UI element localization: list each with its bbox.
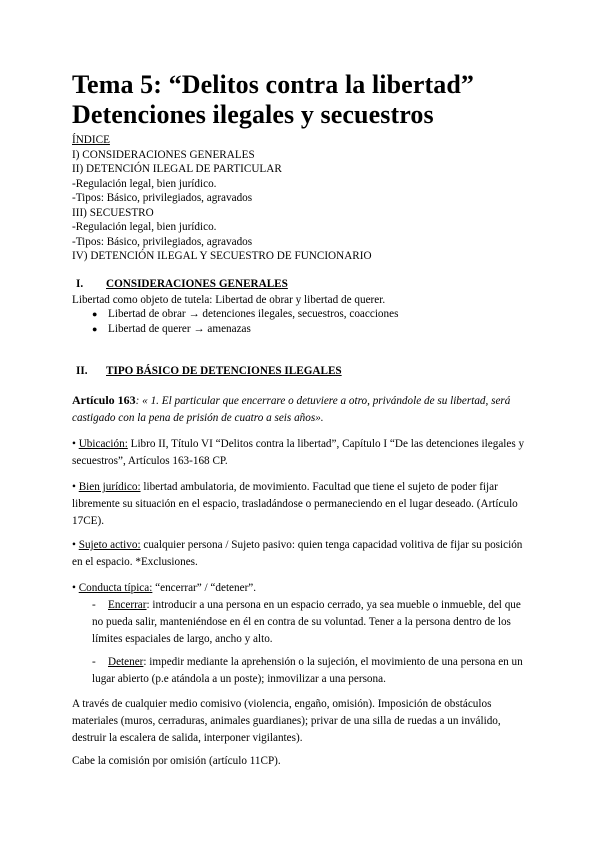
omision-paragraph: Cabe la comisión por omisión (artículo 11CP).: [72, 755, 281, 767]
bullet-item: [92, 323, 251, 335]
index-item: I) CONSIDERACIONES GENERALES: [72, 148, 255, 161]
bullet-icon: ●: [92, 309, 98, 319]
dash-item-label: Detener: [108, 656, 144, 668]
ubicacion-paragraph: • Ubicación: Libro II, Título VI “Delitos contra la libertad”, Capítulo I “De las detenciones ilegales y secuestros”, Artículos 163-168 CP.: [72, 438, 525, 467]
ubicacion-label: Ubicación:: [78, 438, 128, 450]
index-item: -Regulación legal, bien jurídico.: [72, 221, 217, 233]
ubicacion-text: Libro II, Título VI “Delitos contra la libertad”, Capítulo I “De las detenciones ilegales y secuestros”, Artículos 163-168 CP.: [72, 438, 525, 467]
index-item: IV) DETENCIÓN ILEGAL Y SECUESTRO DE FUNCIONARIO: [72, 250, 372, 262]
bullet-icon: ●: [92, 324, 98, 334]
dash-item-text: : impedir mediante la aprehensión o la sujeción, el movimiento de una persona en un lugar abierto (p.e atándola a un poste); inmovilizar a una persona.: [92, 656, 523, 685]
medios-paragraph: A través de cualquier medio comisivo (violencia, engaño, omisión). Imposición de obstáculos materiales (muros, cerraduras, animales guardianes); privar de una silla de ruedas a un inválido, destruir la escalera de salida, interponer vigilantes).: [72, 698, 501, 744]
section-number: I.: [76, 278, 84, 290]
section-number: II.: [76, 365, 88, 377]
bien-juridico-text: libertad ambulatoria, de movimiento. Facultad que tiene el sujeto de poder fijar libremente su situación en el espacio, trasladándose o permaneciendo en el lugar deseado. (Artículo 17CE).: [72, 481, 518, 527]
section-title: TIPO BÁSICO DE DETENCIONES ILEGALES: [106, 365, 342, 377]
bullet-text: Libertad de obrar → detenciones ilegales, secuestros, coacciones: [108, 308, 399, 320]
article-text: : « 1. El particular que encerrare o detuviere a otro, privándole de su libertad, será castigado con la pena de prisión de cuatro a seis años».: [72, 395, 511, 424]
index-item: III) SECUESTRO: [72, 206, 154, 219]
dash-item-text: : introducir a una persona en un espacio cerrado, ya sea mueble o inmueble, del que no pueda salir, manteniéndose en él en contra de su voluntad. Tener a la persona dentro de los límites espaciales de largo, ancho y alto.: [92, 599, 521, 645]
bien-juridico-label: Bien jurídico:: [78, 481, 141, 493]
conducta-paragraph: • Conducta típica: “encerrar” / “detener”.: [72, 582, 257, 594]
bien-juridico-paragraph: • Bien jurídico: libertad ambulatoria, de movimiento. Facultad que tiene el sujeto de poder fijar libremente su situación en el espacio, trasladándose o permaneciendo en el lugar deseado. (Artículo 17CE).: [72, 481, 518, 527]
bullet-text: Libertad de querer → amenazas: [108, 323, 251, 335]
section-heading: [76, 278, 288, 290]
index-item: II) DETENCIÓN ILEGAL DE PARTICULAR: [72, 163, 282, 175]
dash-item-label: Encerrar: [108, 599, 147, 611]
dash-item: - Detener: impedir mediante la aprehensión o la sujeción, el movimiento de una persona en un lugar abierto (p.e atándola a un poste); inmovilizar a una persona.: [92, 656, 523, 685]
dash-item: - Encerrar: introducir a una persona en un espacio cerrado, ya sea mueble o inmueble, del que no pueda salir, manteniéndose en él en contra de su voluntad. Tener a la persona dentro de los límites espaciales de largo, ancho y alto.: [92, 599, 521, 645]
sujeto-label: Sujeto activo:: [78, 539, 141, 551]
article-paragraph: [72, 392, 532, 427]
index-item: -Regulación legal, bien jurídico.: [72, 177, 217, 190]
conducta-label: Conducta típica:: [78, 582, 153, 594]
index-item: -Tipos: Básico, privilegiados, agravados: [72, 192, 253, 204]
document-title: [72, 70, 474, 130]
sujeto-paragraph: • Sujeto activo: cualquier persona / Sujeto pasivo: quien tenga capacidad volitiva de fijar su posición en el espacio. *Exclusiones.: [72, 539, 523, 568]
sujeto-text: cualquier persona / Sujeto pasivo: quien tenga capacidad volitiva de fijar su posición en el espacio. *Exclusiones.: [72, 539, 523, 568]
section-intro: Libertad como objeto de tutela: Libertad de obrar y libertad de querer.: [72, 294, 386, 306]
section-title: CONSIDERACIONES GENERALES: [106, 278, 288, 290]
index-label: ÍNDICE: [72, 134, 110, 146]
bullet-item: [92, 308, 398, 320]
conducta-text: “encerrar” / “detener”.: [152, 582, 257, 594]
title-line-2: Detenciones ilegales y secuestros: [72, 100, 434, 129]
title-line-1: Tema 5: “Delitos contra la libertad”: [72, 70, 474, 99]
section-heading: [76, 365, 342, 377]
article-label: Artículo 163: [72, 393, 136, 407]
index-item: -Tipos: Básico, privilegiados, agravados: [72, 235, 253, 248]
